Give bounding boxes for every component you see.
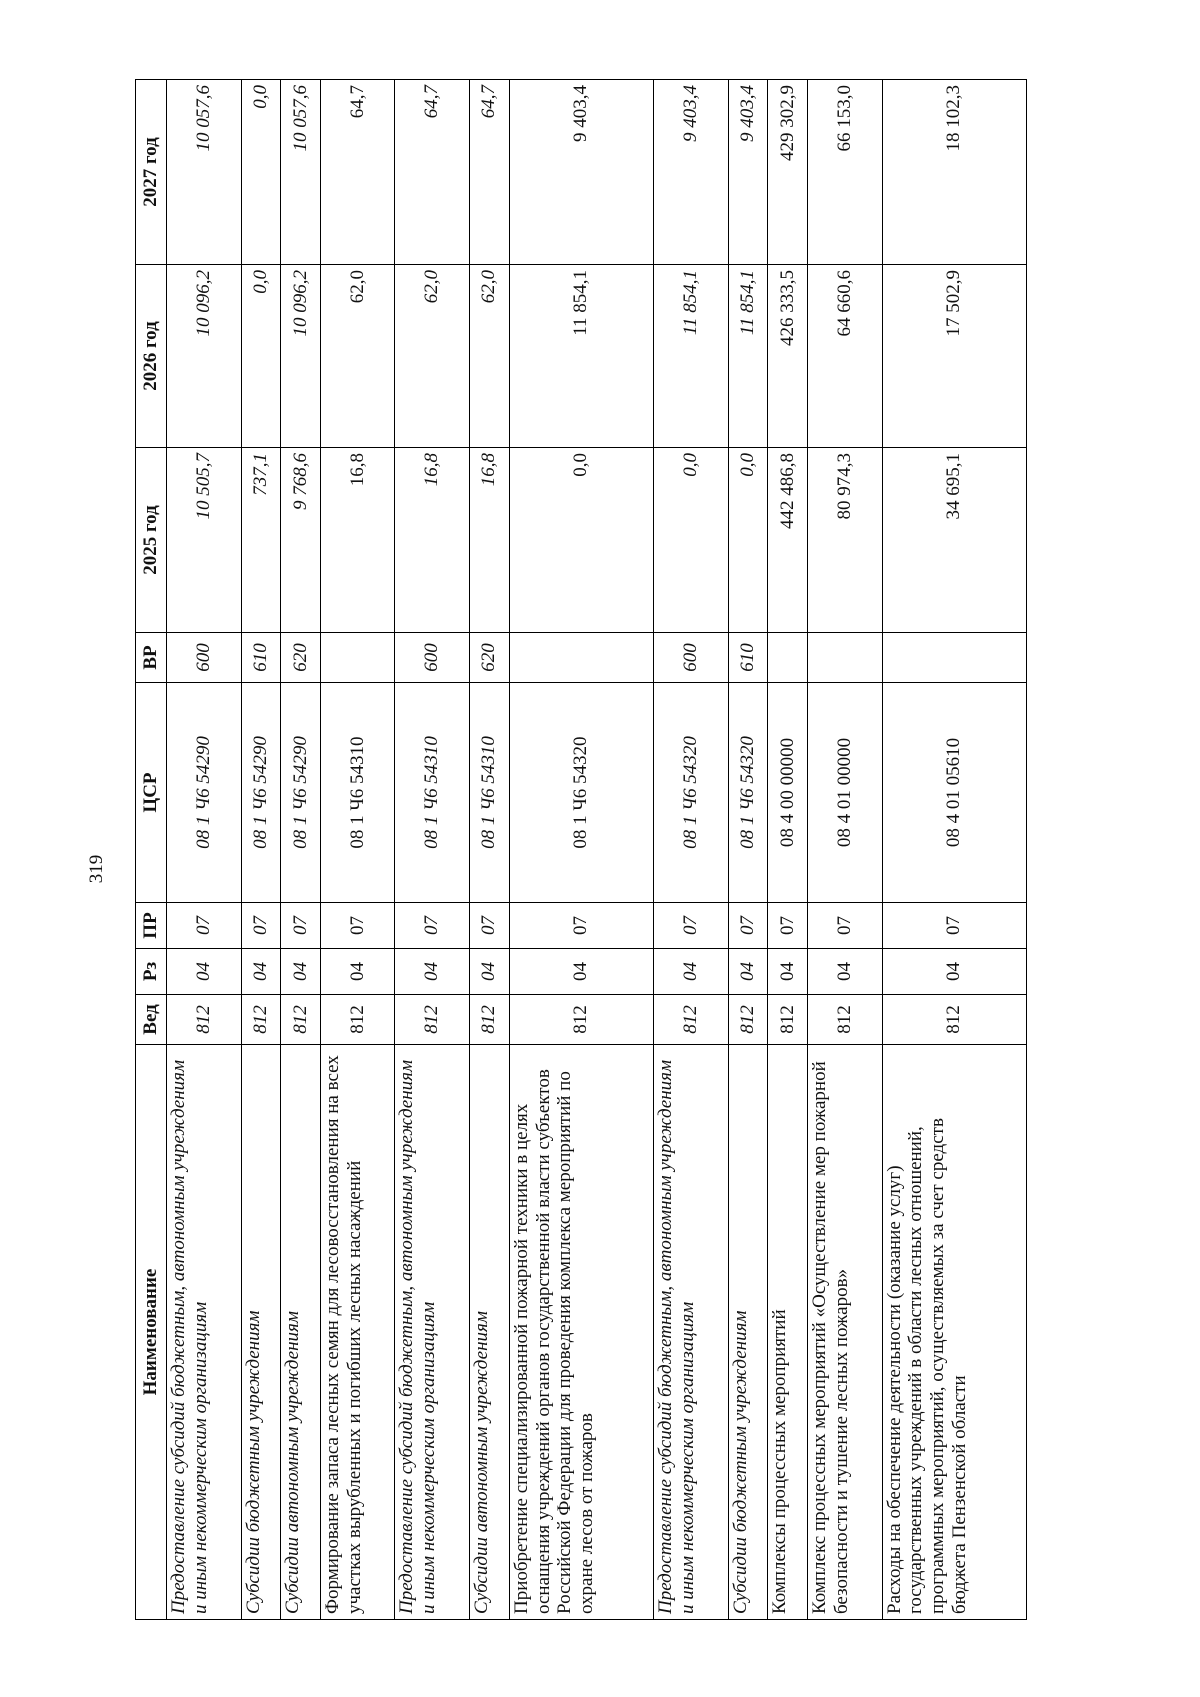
- cell-ved: 812: [807, 995, 882, 1045]
- header-csr: ЦСР: [136, 683, 167, 903]
- cell-csr: 08 1 Ч6 54320: [654, 683, 729, 903]
- cell-csr: 08 1 Ч6 54320: [509, 683, 653, 903]
- cell-2027: 9 403,4: [728, 80, 768, 265]
- cell-name: Субсидии автономным учреждениям: [281, 1045, 321, 1620]
- header-rz: Рз: [136, 949, 167, 995]
- cell-2027: 429 302,9: [768, 80, 808, 265]
- cell-vr: 600: [395, 633, 470, 683]
- table-row: [509, 80, 653, 1620]
- cell-2026: 62,0: [320, 265, 395, 448]
- cell-2026: 62,0: [395, 265, 470, 448]
- cell-rz: 04: [509, 949, 653, 995]
- cell-2025: 737,1: [241, 448, 281, 633]
- cell-rz: 04: [882, 949, 1026, 995]
- table-row: [654, 80, 729, 1620]
- cell-name: Приобретение специализированной пожарной техники в целях оснащения учреждений органов государственной власти субъектов Российской Федерации для проведения комплекса мероприятий по охране лесов от пожаров: [509, 1045, 653, 1620]
- cell-ved: 812: [728, 995, 768, 1045]
- cell-name: Предоставление субсидий бюджетным, автономным учреждениям и иным некоммерческим организациям: [654, 1045, 729, 1620]
- cell-csr: 08 4 01 00000: [807, 683, 882, 903]
- table-row: [281, 80, 321, 1620]
- cell-2027: 66 153,0: [807, 80, 882, 265]
- cell-ved: 812: [654, 995, 729, 1045]
- cell-2026: 62,0: [470, 265, 510, 448]
- header-pr: ПР: [136, 903, 167, 949]
- cell-2027: 64,7: [320, 80, 395, 265]
- cell-csr: 08 1 Ч6 54310: [395, 683, 470, 903]
- cell-pr: 07: [882, 903, 1026, 949]
- cell-name: Формирование запаса лесных семян для лесовосстановления на всех участках вырубленных и погибших лесных насаждений: [320, 1045, 395, 1620]
- cell-2026: 11 854,1: [728, 265, 768, 448]
- header-vr: ВР: [136, 633, 167, 683]
- table-row: [395, 80, 470, 1620]
- cell-2026: 10 096,2: [167, 265, 242, 448]
- cell-2027: 18 102,3: [882, 80, 1026, 265]
- cell-2026: 17 502,9: [882, 265, 1026, 448]
- cell-rz: 04: [728, 949, 768, 995]
- cell-2027: 9 403,4: [654, 80, 729, 265]
- cell-pr: 07: [320, 903, 395, 949]
- cell-name: Субсидии бюджетным учреждениям: [728, 1045, 768, 1620]
- table-row: [807, 80, 882, 1620]
- cell-vr: [882, 633, 1026, 683]
- cell-rz: 04: [768, 949, 808, 995]
- cell-2026: 426 333,5: [768, 265, 808, 448]
- cell-rz: 04: [241, 949, 281, 995]
- cell-2027: 9 403,4: [509, 80, 653, 265]
- cell-csr: 08 1 Ч6 54290: [167, 683, 242, 903]
- cell-csr: 08 4 00 00000: [768, 683, 808, 903]
- cell-pr: 07: [768, 903, 808, 949]
- cell-ved: 812: [241, 995, 281, 1045]
- cell-pr: 07: [728, 903, 768, 949]
- budget-table: [135, 79, 1027, 1620]
- cell-2026: 64 660,6: [807, 265, 882, 448]
- cell-2025: 0,0: [728, 448, 768, 633]
- cell-vr: [509, 633, 653, 683]
- cell-2026: 11 854,1: [654, 265, 729, 448]
- cell-name: Предоставление субсидий бюджетным, автономным учреждениям и иным некоммерческим организациям: [167, 1045, 242, 1620]
- cell-ved: 812: [395, 995, 470, 1045]
- cell-csr: 08 1 Ч6 54290: [241, 683, 281, 903]
- header-row: [136, 80, 167, 1620]
- cell-name: Комплекс процессных мероприятий «Осуществление мер пожарной безопасности и тушение лесных пожаров»: [807, 1045, 882, 1620]
- cell-2025: 9 768,6: [281, 448, 321, 633]
- header-2025: 2025 год: [136, 448, 167, 633]
- cell-rz: 04: [281, 949, 321, 995]
- cell-vr: 620: [281, 633, 321, 683]
- cell-pr: 07: [807, 903, 882, 949]
- cell-2027: 64,7: [395, 80, 470, 265]
- cell-2025: 16,8: [320, 448, 395, 633]
- cell-rz: 04: [807, 949, 882, 995]
- table-row: [470, 80, 510, 1620]
- cell-rz: 04: [470, 949, 510, 995]
- cell-vr: [320, 633, 395, 683]
- cell-ved: 812: [768, 995, 808, 1045]
- header-ved: Вед: [136, 995, 167, 1045]
- header-2026: 2026 год: [136, 265, 167, 448]
- cell-ved: 812: [320, 995, 395, 1045]
- cell-csr: 08 1 Ч6 54310: [470, 683, 510, 903]
- cell-2026: 11 854,1: [509, 265, 653, 448]
- cell-ved: 812: [509, 995, 653, 1045]
- cell-vr: 610: [728, 633, 768, 683]
- table-row: [882, 80, 1026, 1620]
- cell-name: Предоставление субсидий бюджетным, автономным учреждениям и иным некоммерческим организациям: [395, 1045, 470, 1620]
- cell-2027: 0,0: [241, 80, 281, 265]
- header-2027: 2027 год: [136, 80, 167, 265]
- header-name: Наименование: [136, 1045, 167, 1620]
- table-row: [728, 80, 768, 1620]
- cell-2025: 16,8: [395, 448, 470, 633]
- cell-csr: 08 1 Ч6 54320: [728, 683, 768, 903]
- table-row: [768, 80, 808, 1620]
- cell-2027: 10 057,6: [281, 80, 321, 265]
- cell-2025: 80 974,3: [807, 448, 882, 633]
- rotated-table-wrapper: [135, 80, 1027, 1620]
- cell-2027: 10 057,6: [167, 80, 242, 265]
- cell-2025: 10 505,7: [167, 448, 242, 633]
- cell-2025: 442 486,8: [768, 448, 808, 633]
- cell-vr: [807, 633, 882, 683]
- cell-ved: 812: [167, 995, 242, 1045]
- cell-rz: 04: [167, 949, 242, 995]
- cell-rz: 04: [320, 949, 395, 995]
- cell-2025: 34 695,1: [882, 448, 1026, 633]
- cell-name: Субсидии бюджетным учреждениям: [241, 1045, 281, 1620]
- cell-2026: 10 096,2: [281, 265, 321, 448]
- cell-2025: 16,8: [470, 448, 510, 633]
- cell-name: Расходы на обеспечение деятельности (оказание услуг) государственных учреждений в области лесных отношений, программных мероприятий, осуществляемых за счет средств бюджета Пензенской области: [882, 1045, 1026, 1620]
- table-row: [241, 80, 281, 1620]
- table-row: [320, 80, 395, 1620]
- cell-pr: 07: [395, 903, 470, 949]
- cell-csr: 08 1 Ч6 54290: [281, 683, 321, 903]
- cell-pr: 07: [654, 903, 729, 949]
- cell-name: Комплексы процессных мероприятий: [768, 1045, 808, 1620]
- cell-pr: 07: [509, 903, 653, 949]
- cell-vr: [768, 633, 808, 683]
- cell-2025: 0,0: [509, 448, 653, 633]
- cell-vr: 600: [654, 633, 729, 683]
- cell-ved: 812: [470, 995, 510, 1045]
- cell-vr: 600: [167, 633, 242, 683]
- cell-ved: 812: [281, 995, 321, 1045]
- cell-pr: 07: [281, 903, 321, 949]
- cell-pr: 07: [241, 903, 281, 949]
- cell-pr: 07: [167, 903, 242, 949]
- cell-vr: 620: [470, 633, 510, 683]
- cell-csr: 08 1 Ч6 54310: [320, 683, 395, 903]
- cell-name: Субсидии автономным учреждениям: [470, 1045, 510, 1620]
- cell-2027: 64,7: [470, 80, 510, 265]
- cell-csr: 08 4 01 05610: [882, 683, 1026, 903]
- cell-pr: 07: [470, 903, 510, 949]
- cell-2026: 0,0: [241, 265, 281, 448]
- cell-2025: 0,0: [654, 448, 729, 633]
- page-number: 319: [86, 854, 107, 884]
- table-row: [167, 80, 242, 1620]
- cell-rz: 04: [654, 949, 729, 995]
- cell-vr: 610: [241, 633, 281, 683]
- cell-ved: 812: [882, 995, 1026, 1045]
- cell-rz: 04: [395, 949, 470, 995]
